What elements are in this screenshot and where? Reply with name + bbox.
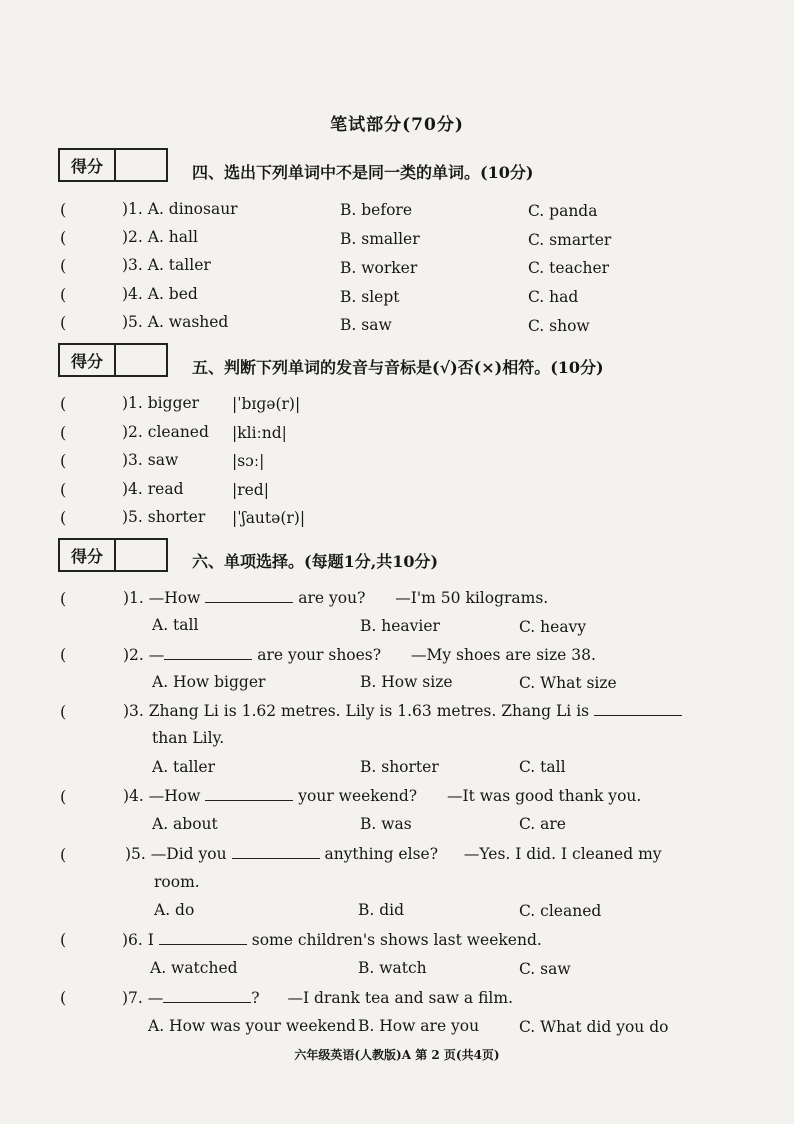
option-b: B. was bbox=[360, 815, 412, 833]
phonetic: |ˈʃautə(r)| bbox=[232, 509, 306, 527]
answer-paren: ( bbox=[60, 589, 67, 608]
option-b: B. shorter bbox=[360, 758, 439, 776]
score-label: 得分 bbox=[60, 345, 116, 375]
answer-blank[interactable] bbox=[205, 786, 293, 801]
section-4-heading: 四、选出下列单词中不是同一类的单词。(10分) bbox=[192, 163, 534, 182]
answer-paren: ( bbox=[60, 228, 67, 247]
phonetic: |red| bbox=[232, 481, 269, 499]
question-text: )1. A. dinosaur bbox=[122, 200, 238, 218]
question-text: )3. saw bbox=[122, 451, 179, 469]
question-stem-cont: room. bbox=[154, 873, 200, 891]
answer-paren: ( bbox=[60, 285, 67, 304]
option-b: B. worker bbox=[340, 259, 418, 277]
question-stem: )5. —Did you anything else? —Yes. I did. I cleaned my bbox=[125, 845, 662, 863]
phonetic: |ˈbɪɡə(r)| bbox=[232, 395, 301, 413]
option-c: C. panda bbox=[528, 202, 598, 220]
option-b: B. How are you bbox=[358, 1017, 480, 1035]
page-title: 笔试部分(70分) bbox=[330, 115, 464, 135]
answer-paren: ( bbox=[60, 256, 67, 275]
answer-blank[interactable] bbox=[205, 588, 293, 603]
score-box bbox=[58, 343, 168, 377]
answer-paren: ( bbox=[60, 200, 67, 219]
question-text: )2. cleaned bbox=[122, 423, 209, 441]
score-blank[interactable] bbox=[116, 150, 166, 180]
option-a: A. about bbox=[152, 815, 218, 833]
section-6-heading: 六、单项选择。(每题1分,共10分) bbox=[192, 552, 439, 571]
score-label: 得分 bbox=[60, 540, 116, 570]
question-stem: )2. — are your shoes? —My shoes are size 38. bbox=[123, 646, 596, 664]
question-text: )5. shorter bbox=[122, 508, 206, 526]
option-b: B. did bbox=[358, 901, 405, 919]
answer-paren: ( bbox=[60, 645, 67, 664]
score-blank[interactable] bbox=[116, 540, 166, 570]
answer-paren: ( bbox=[60, 508, 67, 527]
question-stem: )3. Zhang Li is 1.62 metres. Lily is 1.63 metres. Zhang Li is bbox=[123, 701, 682, 720]
answer-paren: ( bbox=[60, 787, 67, 806]
question-text: )1. bigger bbox=[122, 394, 200, 412]
question-stem: )4. —How your weekend? —It was good thank you. bbox=[123, 787, 642, 805]
option-b: B. heavier bbox=[360, 617, 440, 635]
option-c: C. cleaned bbox=[519, 902, 602, 920]
answer-paren: ( bbox=[60, 845, 67, 864]
score-box bbox=[58, 538, 168, 572]
question-text: )4. read bbox=[122, 480, 184, 498]
page-footer: 六年级英语(人教版)A 第 2 页(共4页) bbox=[294, 1048, 500, 1062]
answer-paren: ( bbox=[60, 930, 67, 949]
option-a: A. How was your weekend bbox=[148, 1017, 356, 1035]
question-text: )3. A. taller bbox=[122, 256, 211, 274]
answer-paren: ( bbox=[60, 313, 67, 332]
question-stem: )1. —How are you? —I'm 50 kilograms. bbox=[123, 589, 549, 607]
option-c: C. tall bbox=[519, 758, 566, 776]
option-c: C. saw bbox=[519, 960, 571, 978]
question-text: )5. A. washed bbox=[122, 313, 229, 331]
question-text: )2. A. hall bbox=[122, 228, 198, 246]
option-c: C. show bbox=[528, 317, 590, 335]
option-b: B. saw bbox=[340, 316, 392, 334]
answer-paren: ( bbox=[60, 423, 67, 442]
answer-blank[interactable] bbox=[159, 930, 247, 945]
option-b: B. slept bbox=[340, 288, 400, 306]
option-b: B. watch bbox=[358, 959, 427, 977]
option-c: C. smarter bbox=[528, 231, 612, 249]
option-c: C. What did you do bbox=[519, 1018, 669, 1036]
answer-paren: ( bbox=[60, 702, 67, 721]
phonetic: |kliːnd| bbox=[232, 424, 287, 442]
option-c: C. heavy bbox=[519, 618, 587, 636]
option-c: C. had bbox=[528, 288, 579, 306]
section-5-heading: 五、判断下列单词的发音与音标是(√)否(×)相符。(10分) bbox=[192, 358, 604, 377]
question-text: )4. A. bed bbox=[122, 285, 198, 303]
question-stem: )7. — ? —I drank tea and saw a film. bbox=[122, 989, 513, 1007]
answer-paren: ( bbox=[60, 451, 67, 470]
answer-blank[interactable] bbox=[163, 988, 251, 1003]
option-a: A. taller bbox=[152, 758, 216, 776]
option-c: C. teacher bbox=[528, 259, 610, 277]
score-box bbox=[58, 148, 168, 182]
option-a: A. tall bbox=[152, 616, 199, 634]
option-b: B. How size bbox=[360, 673, 453, 691]
option-a: A. do bbox=[154, 901, 195, 919]
option-c: C. are bbox=[519, 815, 566, 833]
option-a: A. How bigger bbox=[152, 673, 266, 691]
answer-paren: ( bbox=[60, 394, 67, 413]
answer-paren: ( bbox=[60, 480, 67, 499]
option-b: B. smaller bbox=[340, 230, 420, 248]
answer-blank[interactable] bbox=[164, 645, 252, 660]
option-b: B. before bbox=[340, 201, 412, 219]
answer-blank[interactable] bbox=[594, 701, 682, 716]
question-stem-cont: than Lily. bbox=[152, 729, 225, 747]
question-stem: )6. I some children's shows last weekend. bbox=[122, 931, 542, 949]
answer-blank[interactable] bbox=[232, 844, 320, 859]
score-label: 得分 bbox=[60, 150, 116, 180]
option-a: A. watched bbox=[150, 959, 238, 977]
option-c: C. What size bbox=[519, 674, 617, 692]
phonetic: |sɔː| bbox=[232, 452, 265, 470]
score-blank[interactable] bbox=[116, 345, 166, 375]
answer-paren: ( bbox=[60, 988, 67, 1007]
